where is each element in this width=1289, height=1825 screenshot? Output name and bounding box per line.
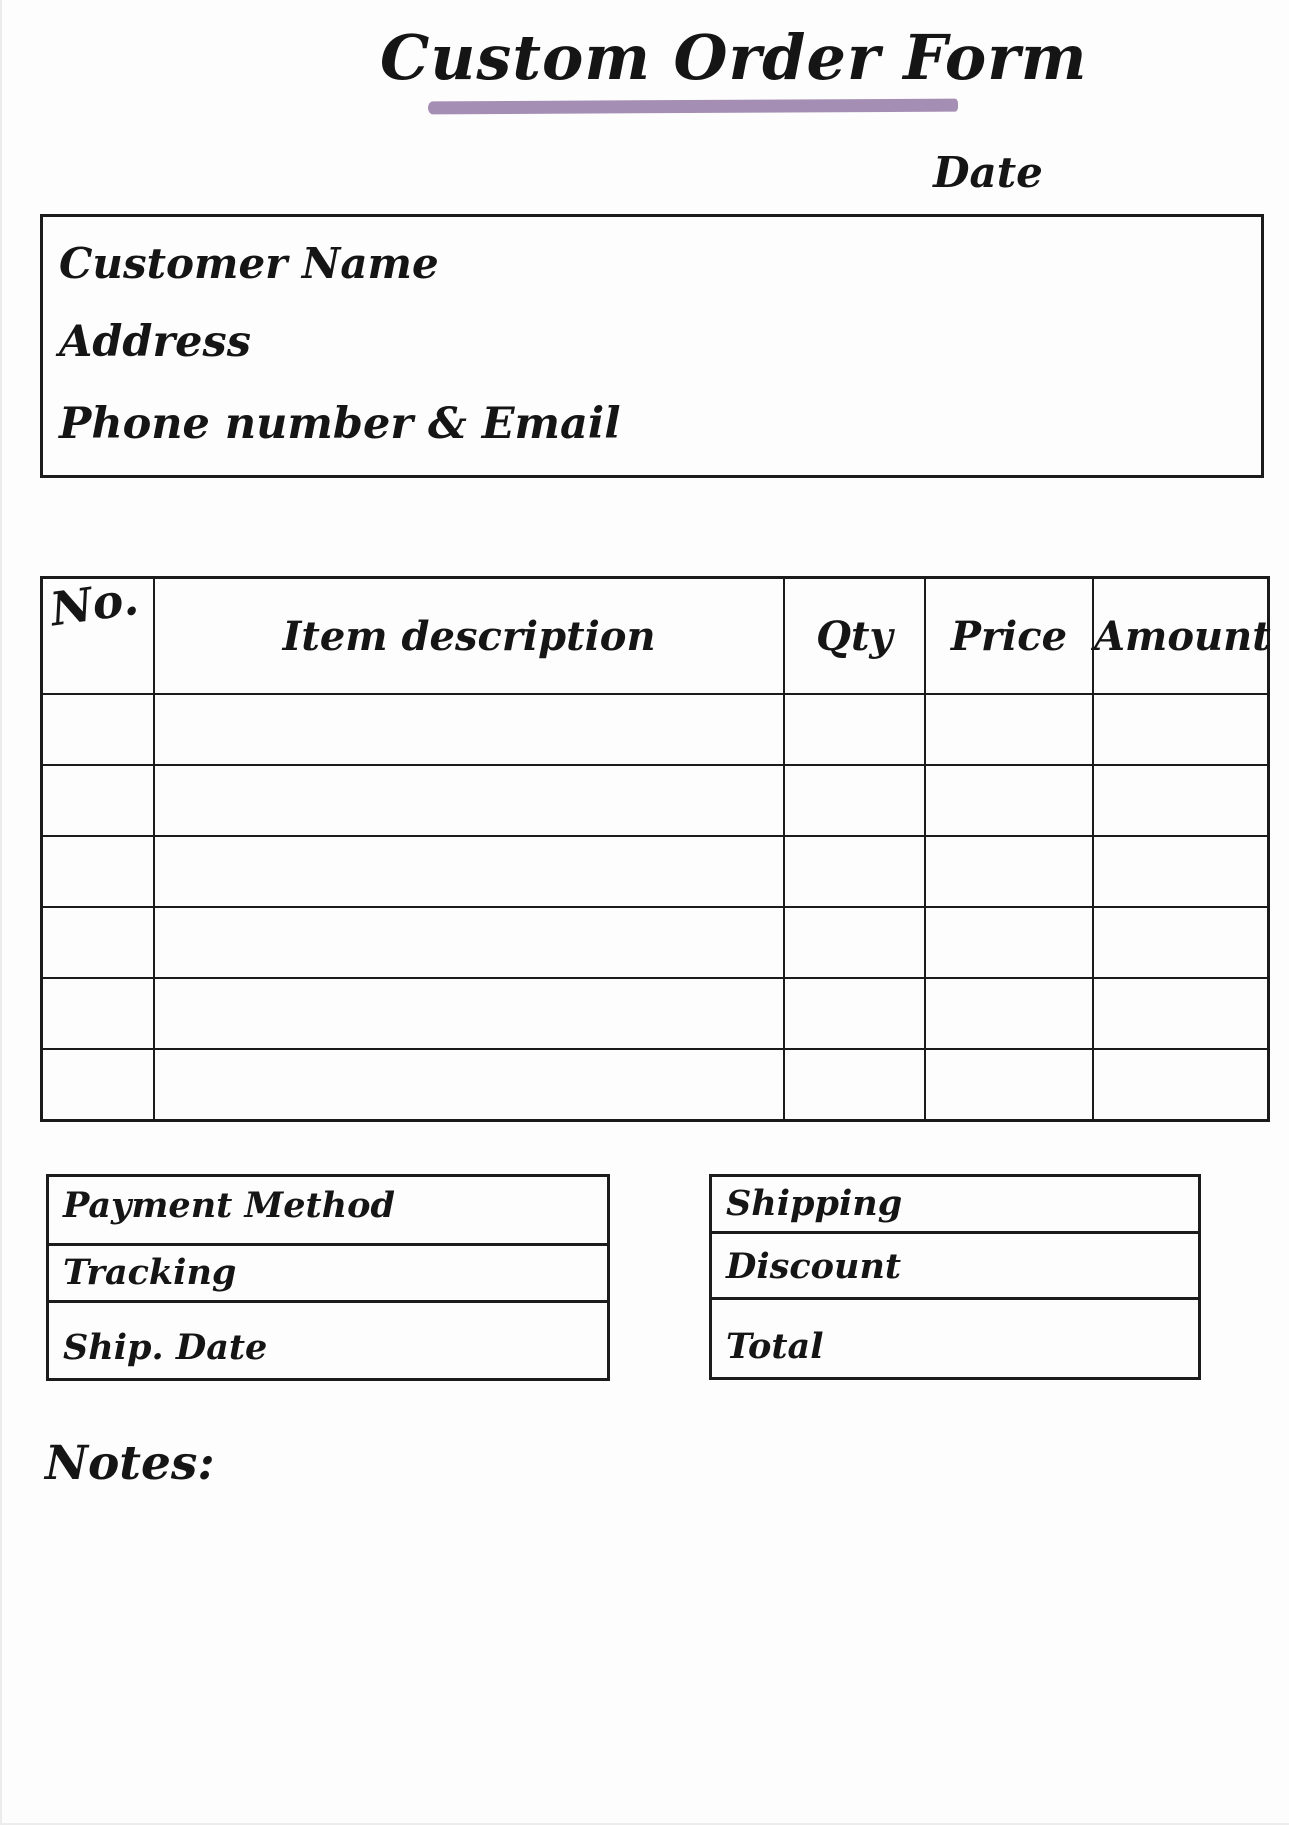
table-cell — [925, 978, 1093, 1049]
title-underline-brush-stroke — [428, 99, 958, 115]
table-cell — [1093, 694, 1268, 765]
table-cell — [784, 765, 925, 836]
table-cell — [784, 1049, 925, 1121]
table-row — [42, 765, 1269, 836]
order-table-body — [42, 694, 1269, 1121]
table-cell — [42, 978, 155, 1049]
total-label: Total — [726, 1326, 824, 1367]
discount-label: Discount — [712, 1234, 1198, 1300]
table-row — [42, 836, 1269, 907]
scan-edge-left — [0, 0, 2, 1825]
order-totals-box — [709, 1174, 1201, 1380]
table-cell — [42, 836, 155, 907]
table-cell — [784, 907, 925, 978]
notes-label: Notes: — [45, 1436, 215, 1491]
column-header-amount: Amount — [1093, 578, 1268, 695]
table-cell — [42, 765, 155, 836]
table-cell — [154, 1049, 783, 1121]
table-cell — [154, 907, 783, 978]
table-cell — [154, 765, 783, 836]
table-cell — [154, 978, 783, 1049]
tracking-label: Tracking — [49, 1246, 607, 1303]
payment-shipping-box — [46, 1174, 610, 1381]
table-cell — [784, 836, 925, 907]
page-title: Custom Order Form — [380, 21, 1088, 94]
table-row — [42, 694, 1269, 765]
table-cell — [925, 907, 1093, 978]
table-cell — [925, 836, 1093, 907]
order-items-table — [40, 570, 1271, 1122]
table-cell — [925, 694, 1093, 765]
payment-method-label: Payment Method — [49, 1177, 607, 1246]
table-cell — [154, 694, 783, 765]
table-row — [42, 1049, 1269, 1121]
table-cell — [784, 978, 925, 1049]
table-cell — [925, 765, 1093, 836]
phone-email-label: Phone number & Email — [59, 399, 621, 449]
table-cell — [154, 836, 783, 907]
shipping-label: Shipping — [712, 1177, 1198, 1234]
table-cell — [42, 907, 155, 978]
table-row — [42, 978, 1269, 1049]
order-table-header — [42, 570, 1271, 695]
customer-info-box — [40, 214, 1264, 478]
table-cell — [1093, 978, 1268, 1049]
table-cell — [42, 694, 155, 765]
customer-name-label: Customer Name — [59, 239, 439, 288]
ship-date-label: Ship. Date — [63, 1327, 268, 1368]
header-row — [42, 578, 1269, 695]
table-cell — [1093, 836, 1268, 907]
column-header-item-description: Item description — [154, 578, 783, 695]
table-cell — [784, 694, 925, 765]
column-header-no: No. — [42, 578, 155, 695]
table-row — [42, 907, 1269, 978]
table-cell — [1093, 1049, 1268, 1121]
table-cell — [1093, 907, 1268, 978]
address-label: Address — [59, 317, 251, 367]
table-cell — [925, 1049, 1093, 1121]
table-cell — [1093, 765, 1268, 836]
column-header-qty: Qty — [784, 578, 925, 695]
table-cell — [42, 1049, 155, 1121]
column-header-price: Price — [925, 578, 1093, 695]
date-label: Date — [933, 148, 1043, 197]
